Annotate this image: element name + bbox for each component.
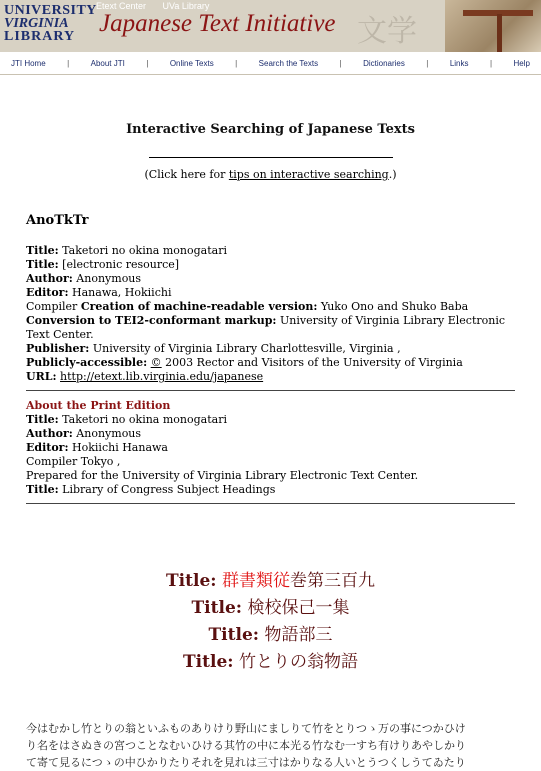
meta-value: University of Virginia Library Electronic Text Center. [26,314,506,341]
nav-separator: | [426,58,429,68]
meta-value: Taketori no okina monogatari [58,413,227,426]
text-titles [26,568,515,676]
title-line [26,595,515,622]
text-line: て寄て見るにつゝの中ひかりたりそれを見れは三寸はかりなる人いとうつくしうてゐたり [26,756,466,769]
url-link[interactable]: http://etext.lib.virginia.edu/japanese [60,370,264,383]
print-edition-heading: About the Print Edition [26,399,171,412]
print-author [26,427,515,441]
meta-label: Title: [26,483,59,496]
meta-label: Publisher: [26,342,90,355]
meta-label: Title: [26,244,59,257]
meta-value: Library of Congress Subject Headings [58,483,276,496]
section-divider [26,503,515,504]
meta-value: Hokiichi Hanawa [68,441,168,454]
meta-author [26,272,515,286]
title-label: Title: [183,652,234,672]
uva-library-link[interactable]: UVa Library [162,1,210,11]
title-text: 物語部三 [264,625,333,645]
meta-title [26,244,515,258]
nav-help[interactable]: Help [513,58,530,68]
meta-value: Yuko Ono and Shuko Baba [317,300,469,313]
nav-separator: | [235,58,238,68]
nav-bar [0,52,541,75]
tips-line [26,168,515,182]
meta-compiler [26,300,515,314]
meta-public-access [26,356,515,370]
page-title: Interactive Searching of Japanese Texts [126,122,415,137]
meta-value: 2003 Rector and Visitors of the University of Virginia [161,356,463,369]
meta-prefix: Compiler [26,300,81,313]
title-line [26,622,515,649]
metadata-block [26,244,515,384]
nav-separator: | [67,58,70,68]
meta-title-resource [26,258,515,272]
nav-jti-home[interactable]: JTI Home [11,58,46,68]
tips-link[interactable]: tips on interactive searching [228,168,389,181]
document-id: AnoTkTr [26,213,89,228]
print-subject [26,483,515,497]
logo-line1: UNIVERSITY [4,3,97,18]
meta-conversion [26,314,515,342]
main-content [0,123,541,771]
tips-suffix: .) [388,168,397,181]
title-line [26,649,515,676]
meta-value: Hanawa, Hokiichi [68,286,172,299]
meta-label: Author: [26,427,73,440]
title-text: 検校保己一集 [247,598,350,618]
title-line [26,568,515,595]
japanese-text-body [26,720,515,771]
section-divider [26,390,515,391]
nav-online-texts[interactable]: Online Texts [169,58,214,68]
header-photo [445,0,541,52]
meta-editor [26,286,515,300]
meta-label: Editor: [26,286,69,299]
photo-post [497,14,502,52]
tips-prefix: (Click here for [144,168,229,181]
nav-about-jti[interactable]: About JTI [90,58,125,68]
meta-label: Editor: [26,441,69,454]
title-divider [149,157,393,158]
print-edition-block [26,399,515,497]
meta-label: Title: [26,413,59,426]
meta-value: Anonymous [72,272,142,285]
copyright-link[interactable]: © [150,356,162,369]
nav-links[interactable]: Links [449,58,469,68]
logo-line3: LIBRARY [4,29,76,44]
print-prepared [26,469,515,483]
site-header [0,0,541,52]
nav-separator: | [146,58,149,68]
logo-line2: VIRGINIA [4,16,69,31]
nav-dictionaries[interactable]: Dictionaries [363,58,405,68]
print-editor [26,441,515,455]
uva-library-logo[interactable] [4,3,97,48]
meta-label: Creation of machine-readable version: [80,300,318,313]
meta-label: Conversion to TEI2-conformant markup: [26,314,277,327]
print-compiler [26,455,515,469]
meta-value: University of Virginia Library Charlottesville, Virginia , [89,342,401,355]
title-label: Title: [208,625,260,645]
meta-publisher [26,342,515,356]
meta-label: Publicly-accessible: [26,356,148,369]
title-label: Title: [191,598,243,618]
meta-value: Anonymous [72,427,142,440]
etext-center-link[interactable]: Etext Center [96,1,147,11]
meta-value: Taketori no okina monogatari [58,244,227,257]
meta-value: [electronic resource] [58,258,180,271]
title-label: Title: [166,571,217,591]
nav-search-texts[interactable]: Search the Texts [258,58,319,68]
text-line: り名をはさぬきの宮つことなむいひける其竹の中に本光る竹なむ一すち有けりあやしかり [26,739,466,752]
meta-url [26,370,515,384]
meta-label: Title: [26,258,59,271]
text-line: 今はむかし竹とりの翁といふものありけり野山にましりて竹をとりつゝ万の事につかひけ [26,722,466,735]
nav-separator: | [489,58,493,68]
meta-label: Author: [26,272,73,285]
meta-value: Prepared for the University of Virginia Library Electronic Text Center. [26,469,419,482]
nav-separator: | [339,58,342,68]
meta-label: URL: [26,370,57,383]
bungaku-watermark: 文学 [357,14,417,49]
title-text: 巻第三百九 [289,571,375,591]
meta-value: Compiler Tokyo , [26,455,121,468]
site-title: Japanese Text Initiative [99,10,336,37]
print-title [26,413,515,427]
highlighted-title[interactable]: 群書類従 [221,571,290,591]
title-text: 竹とりの翁物語 [238,652,358,672]
